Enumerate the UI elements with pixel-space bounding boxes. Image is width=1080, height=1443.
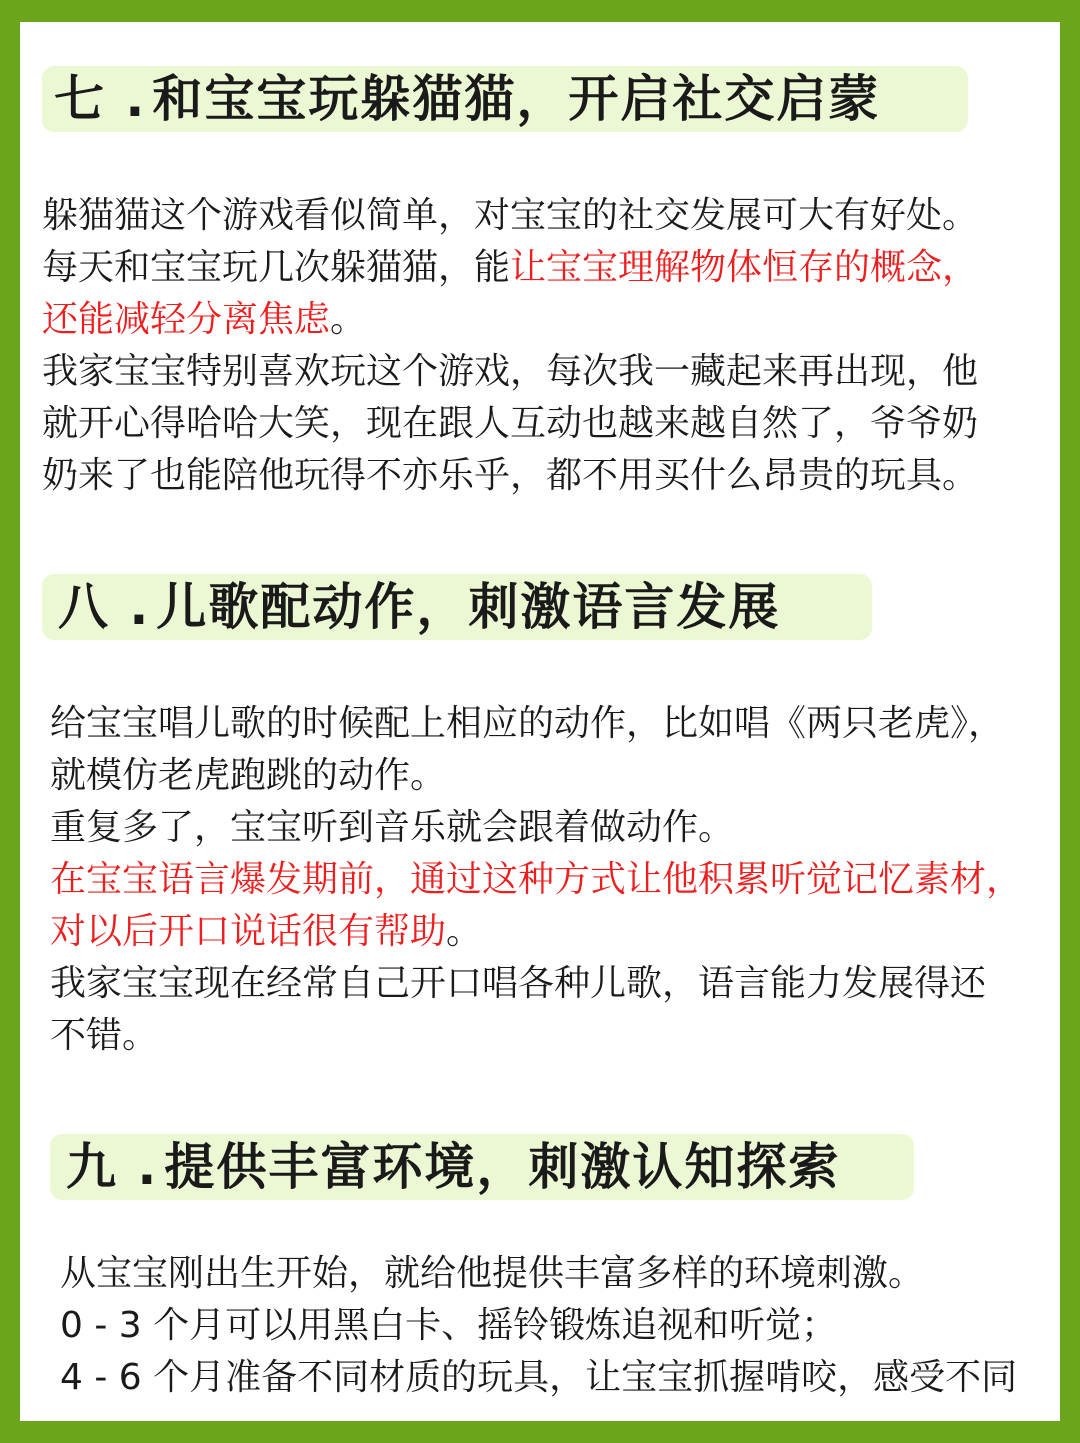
highlight-text: 还能减轻分离焦虑 xyxy=(42,299,331,340)
body-line xyxy=(50,854,1022,906)
body-line xyxy=(42,346,978,398)
text-run: 。 xyxy=(446,911,483,952)
section-heading xyxy=(42,574,872,640)
body-line xyxy=(50,906,1022,958)
text-run: 我家宝宝现在经常自己开口唱各种儿歌，语言能力发展得还 xyxy=(50,963,987,1004)
section-body xyxy=(50,698,1022,1062)
text-run: 奶来了也能陪他玩得不亦乐乎，都不用买什么昂贵的玩具。 xyxy=(42,455,979,496)
body-line xyxy=(50,698,1022,750)
body-line xyxy=(50,1010,1022,1062)
section-body xyxy=(60,1248,1017,1404)
body-line xyxy=(42,190,978,242)
article-page xyxy=(20,22,1060,1421)
body-line xyxy=(50,802,1022,854)
section-body xyxy=(42,190,978,502)
text-run: 重复多了，宝宝听到音乐就会跟着做动作。 xyxy=(50,807,735,848)
body-line xyxy=(42,294,978,346)
highlight-text: 对以后开口说话很有帮助 xyxy=(50,911,447,952)
body-line xyxy=(42,242,978,294)
body-line xyxy=(42,450,978,502)
text-run: 不错。 xyxy=(50,1015,159,1056)
text-run: 躲猫猫这个游戏看似简单，对宝宝的社交发展可大有好处。 xyxy=(42,195,979,236)
body-line xyxy=(60,1300,1017,1352)
section-number: 七 . xyxy=(54,70,147,128)
section-title: 和宝宝玩躲猫猫，开启社交启蒙 xyxy=(152,70,881,128)
section-title: 提供丰富环境，刺激认知探索 xyxy=(164,1138,841,1196)
text-run: 从宝宝刚出生开始，就给他提供丰富多样的环境刺激。 xyxy=(60,1253,925,1294)
text-run: 4 - 6 个月准备不同材质的玩具，让宝宝抓握啃咬，感受不同 xyxy=(60,1357,1018,1398)
text-run: 就开心得哈哈大笑，现在跟人互动也越来越自然了，爷爷奶 xyxy=(42,403,979,444)
text-run: 给宝宝唱儿歌的时候配上相应的动作，比如唱《两只老虎》， xyxy=(50,703,1005,744)
text-run: 0 - 3 个月可以用黑白卡、摇铃锻炼追视和听觉； xyxy=(60,1305,838,1346)
section-heading xyxy=(50,1134,914,1200)
body-line xyxy=(42,398,978,450)
text-run: 。 xyxy=(330,299,367,340)
body-line xyxy=(50,958,1022,1010)
highlight-text: 在宝宝语言爆发期前，通过这种方式让他积累听觉记忆素材， xyxy=(50,859,1023,900)
body-line xyxy=(60,1248,1017,1300)
body-line xyxy=(60,1352,1017,1404)
body-line xyxy=(50,750,1022,802)
section-number: 八 . xyxy=(58,578,151,636)
highlight-text: 让宝宝理解物体恒存的概念， xyxy=(510,247,979,288)
text-run: 每天和宝宝玩几次躲猫猫，能 xyxy=(42,247,511,288)
section-number: 九 . xyxy=(66,1138,159,1196)
text-run: 我家宝宝特别喜欢玩这个游戏，每次我一藏起来再出现，他 xyxy=(42,351,979,392)
section-heading xyxy=(42,66,968,132)
text-run: 就模仿老虎跑跳的动作。 xyxy=(50,755,447,796)
section-title: 儿歌配动作，刺激语言发展 xyxy=(156,578,781,636)
